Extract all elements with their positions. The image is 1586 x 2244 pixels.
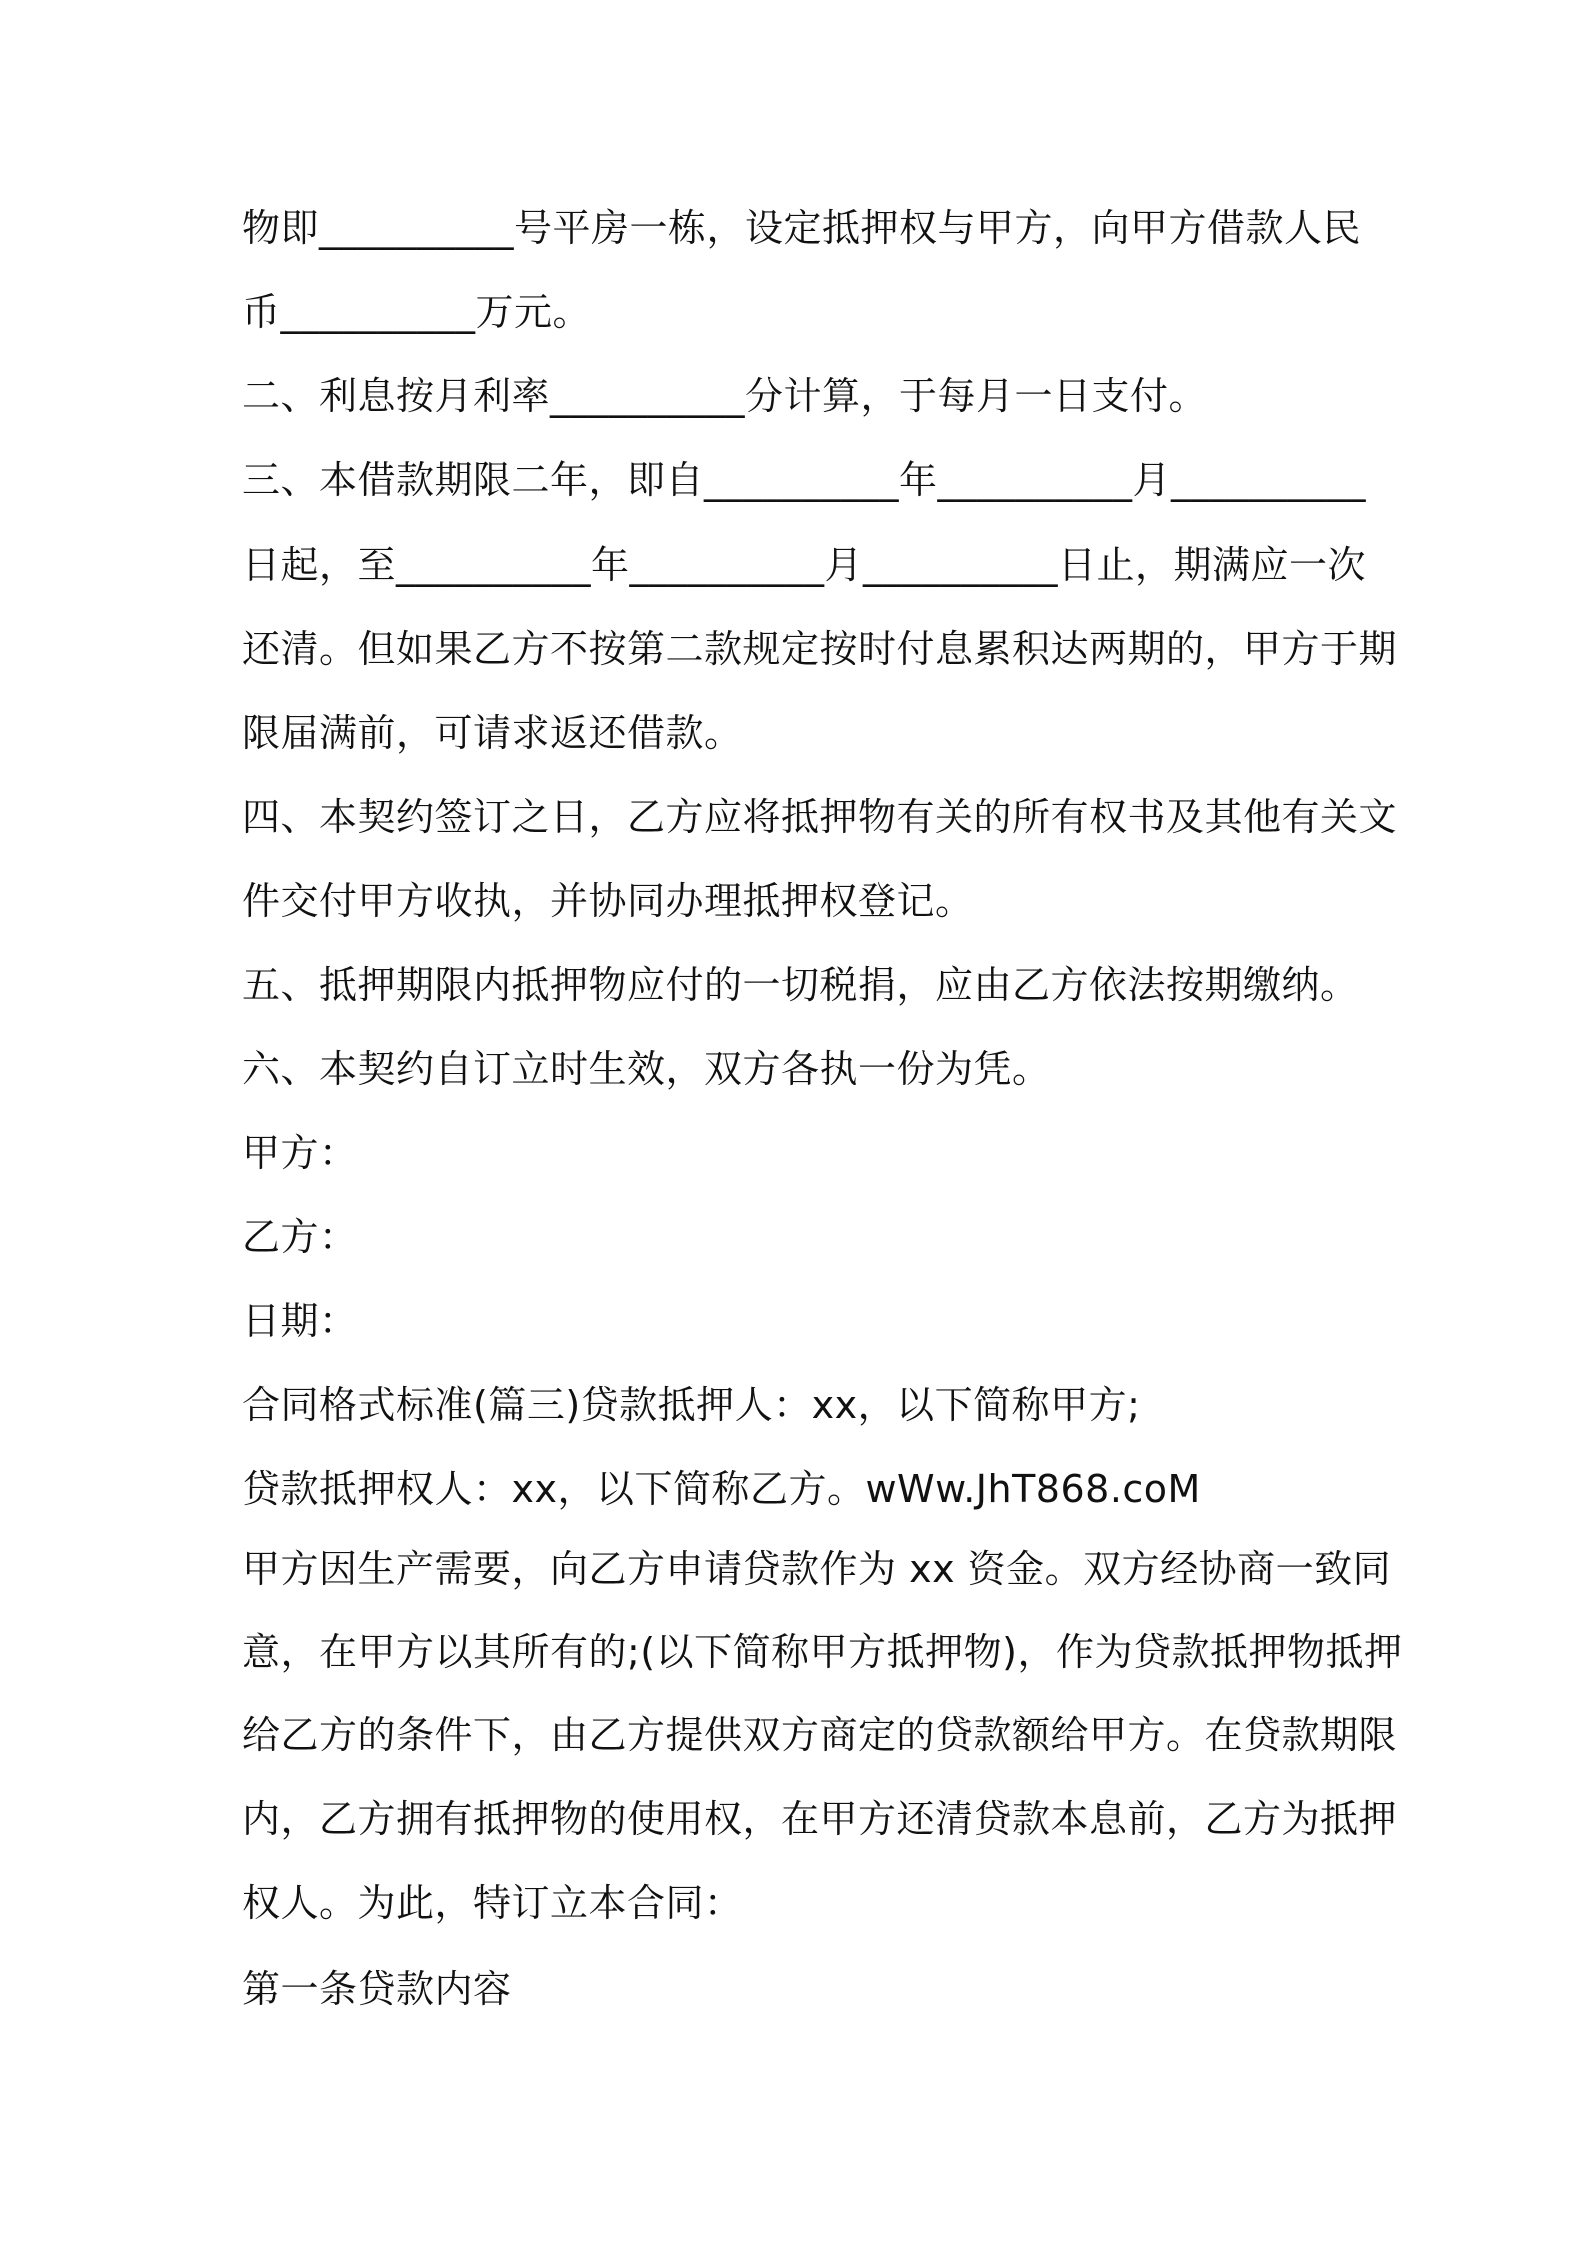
text-line: 合同格式标准(篇三)贷款抵押人：xx，以下简称甲方; xyxy=(242,1383,1141,1427)
text-line: 给乙方的条件下，由乙方提供双方商定的贷款额给甲方。在贷款期限 xyxy=(242,1713,1398,1757)
section-heading: 第一条贷款内容 xyxy=(242,1967,512,2011)
text-line: 还清。但如果乙方不按第二款规定按时付息累积达两期的，甲方于期 xyxy=(242,627,1398,671)
text-line: 二、利息按月利率__________分计算，于每月一日支付。 xyxy=(242,374,1208,418)
text-line: 三、本借款期限二年，即自__________年__________月__________ xyxy=(242,458,1367,502)
text-line: 物即__________号平房一栋，设定抵押权与甲方，向甲方借款人民 xyxy=(242,206,1362,250)
text-line: 限届满前，可请求返还借款。 xyxy=(242,711,743,755)
text-line: 日期： xyxy=(242,1299,358,1343)
text-line: 四、本契约签订之日，乙方应将抵押物有关的所有权书及其他有关文 xyxy=(242,795,1398,839)
text-line: 意，在甲方以其所有的;(以下简称甲方抵押物)，作为贷款抵押物抵押 xyxy=(242,1630,1403,1674)
text-line: 乙方： xyxy=(242,1215,358,1259)
text-line: 六、本契约自订立时生效，双方各执一份为凭。 xyxy=(242,1047,1051,1091)
text-line: 五、抵押期限内抵押物应付的一切税捐，应由乙方依法按期缴纳。 xyxy=(242,963,1359,1007)
text-line: 甲方因生产需要，向乙方申请贷款作为 xx 资金。双方经协商一致同 xyxy=(242,1547,1392,1591)
text-line: 日起，至__________年__________月__________日止，期满应一次 xyxy=(242,543,1367,587)
text-line: 币__________万元。 xyxy=(242,290,592,334)
text-line: 贷款抵押权人：xx，以下简称乙方。wWw.JhT868.coM xyxy=(242,1467,1201,1511)
text-line: 权人。为此，特订立本合同： xyxy=(242,1881,743,1925)
text-line: 件交付甲方收执，并协同办理抵押权登记。 xyxy=(242,879,974,923)
text-line: 内，乙方拥有抵押物的使用权，在甲方还清贷款本息前，乙方为抵押 xyxy=(242,1797,1398,1841)
text-line: 甲方： xyxy=(242,1131,358,1175)
